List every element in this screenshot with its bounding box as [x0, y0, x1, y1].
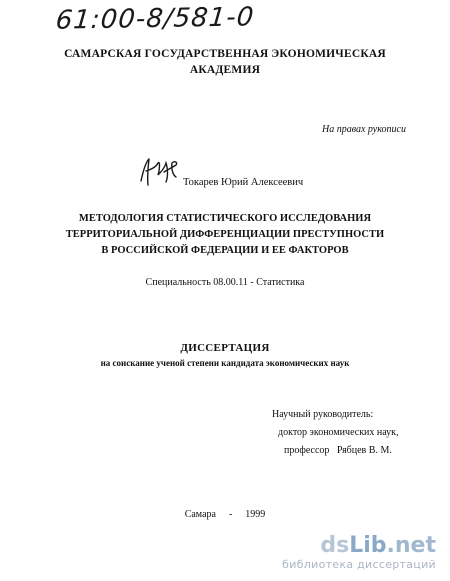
university-line-1: САМАРСКАЯ ГОСУДАРСТВЕННАЯ ЭКОНОМИЧЕСКАЯ	[64, 48, 386, 60]
supervisor-label: Научный руководитель:	[272, 409, 374, 420]
author-name: Токарев Юрий Алексеевич	[183, 177, 304, 188]
supervisor-block	[272, 406, 399, 460]
university-name	[0, 46, 450, 78]
supervisor-degree: доктор экономических наук,	[278, 427, 399, 438]
place-year: Самара - 1999	[184, 509, 266, 520]
university-line-2: АКАДЕМИЯ	[189, 64, 261, 76]
degree-line: на соискание ученой степени кандидата экономических наук	[100, 358, 350, 368]
thesis-title	[0, 211, 450, 259]
handwritten-signature	[138, 155, 182, 189]
archive-mark: 61:00-8/581-0	[54, 2, 256, 36]
document-type: ДИССЕРТАЦИЯ	[180, 342, 270, 354]
supervisor-name: профессор Рябцев В. М.	[284, 445, 392, 456]
watermark-subtitle: библиотека диссертаций	[282, 558, 436, 571]
dslib-watermark[interactable]	[282, 534, 436, 571]
title-line-3: В РОССИЙСКОЙ ФЕДЕРАЦИИ И ЕЕ ФАКТОРОВ	[101, 245, 349, 256]
title-line-1: МЕТОДОЛОГИЯ СТАТИСТИЧЕСКОГО ИССЛЕДОВАНИЯ	[78, 213, 372, 224]
rights-note: На правах рукописи	[322, 124, 406, 135]
title-line-2: ТЕРРИТОРИАЛЬНОЙ ДИФФЕРЕНЦИАЦИИ ПРЕСТУПНОСТИ	[65, 229, 385, 240]
specialty: Специальность 08.00.11 - Статистика	[145, 277, 305, 288]
watermark-logo: dsLib.net	[320, 533, 436, 558]
